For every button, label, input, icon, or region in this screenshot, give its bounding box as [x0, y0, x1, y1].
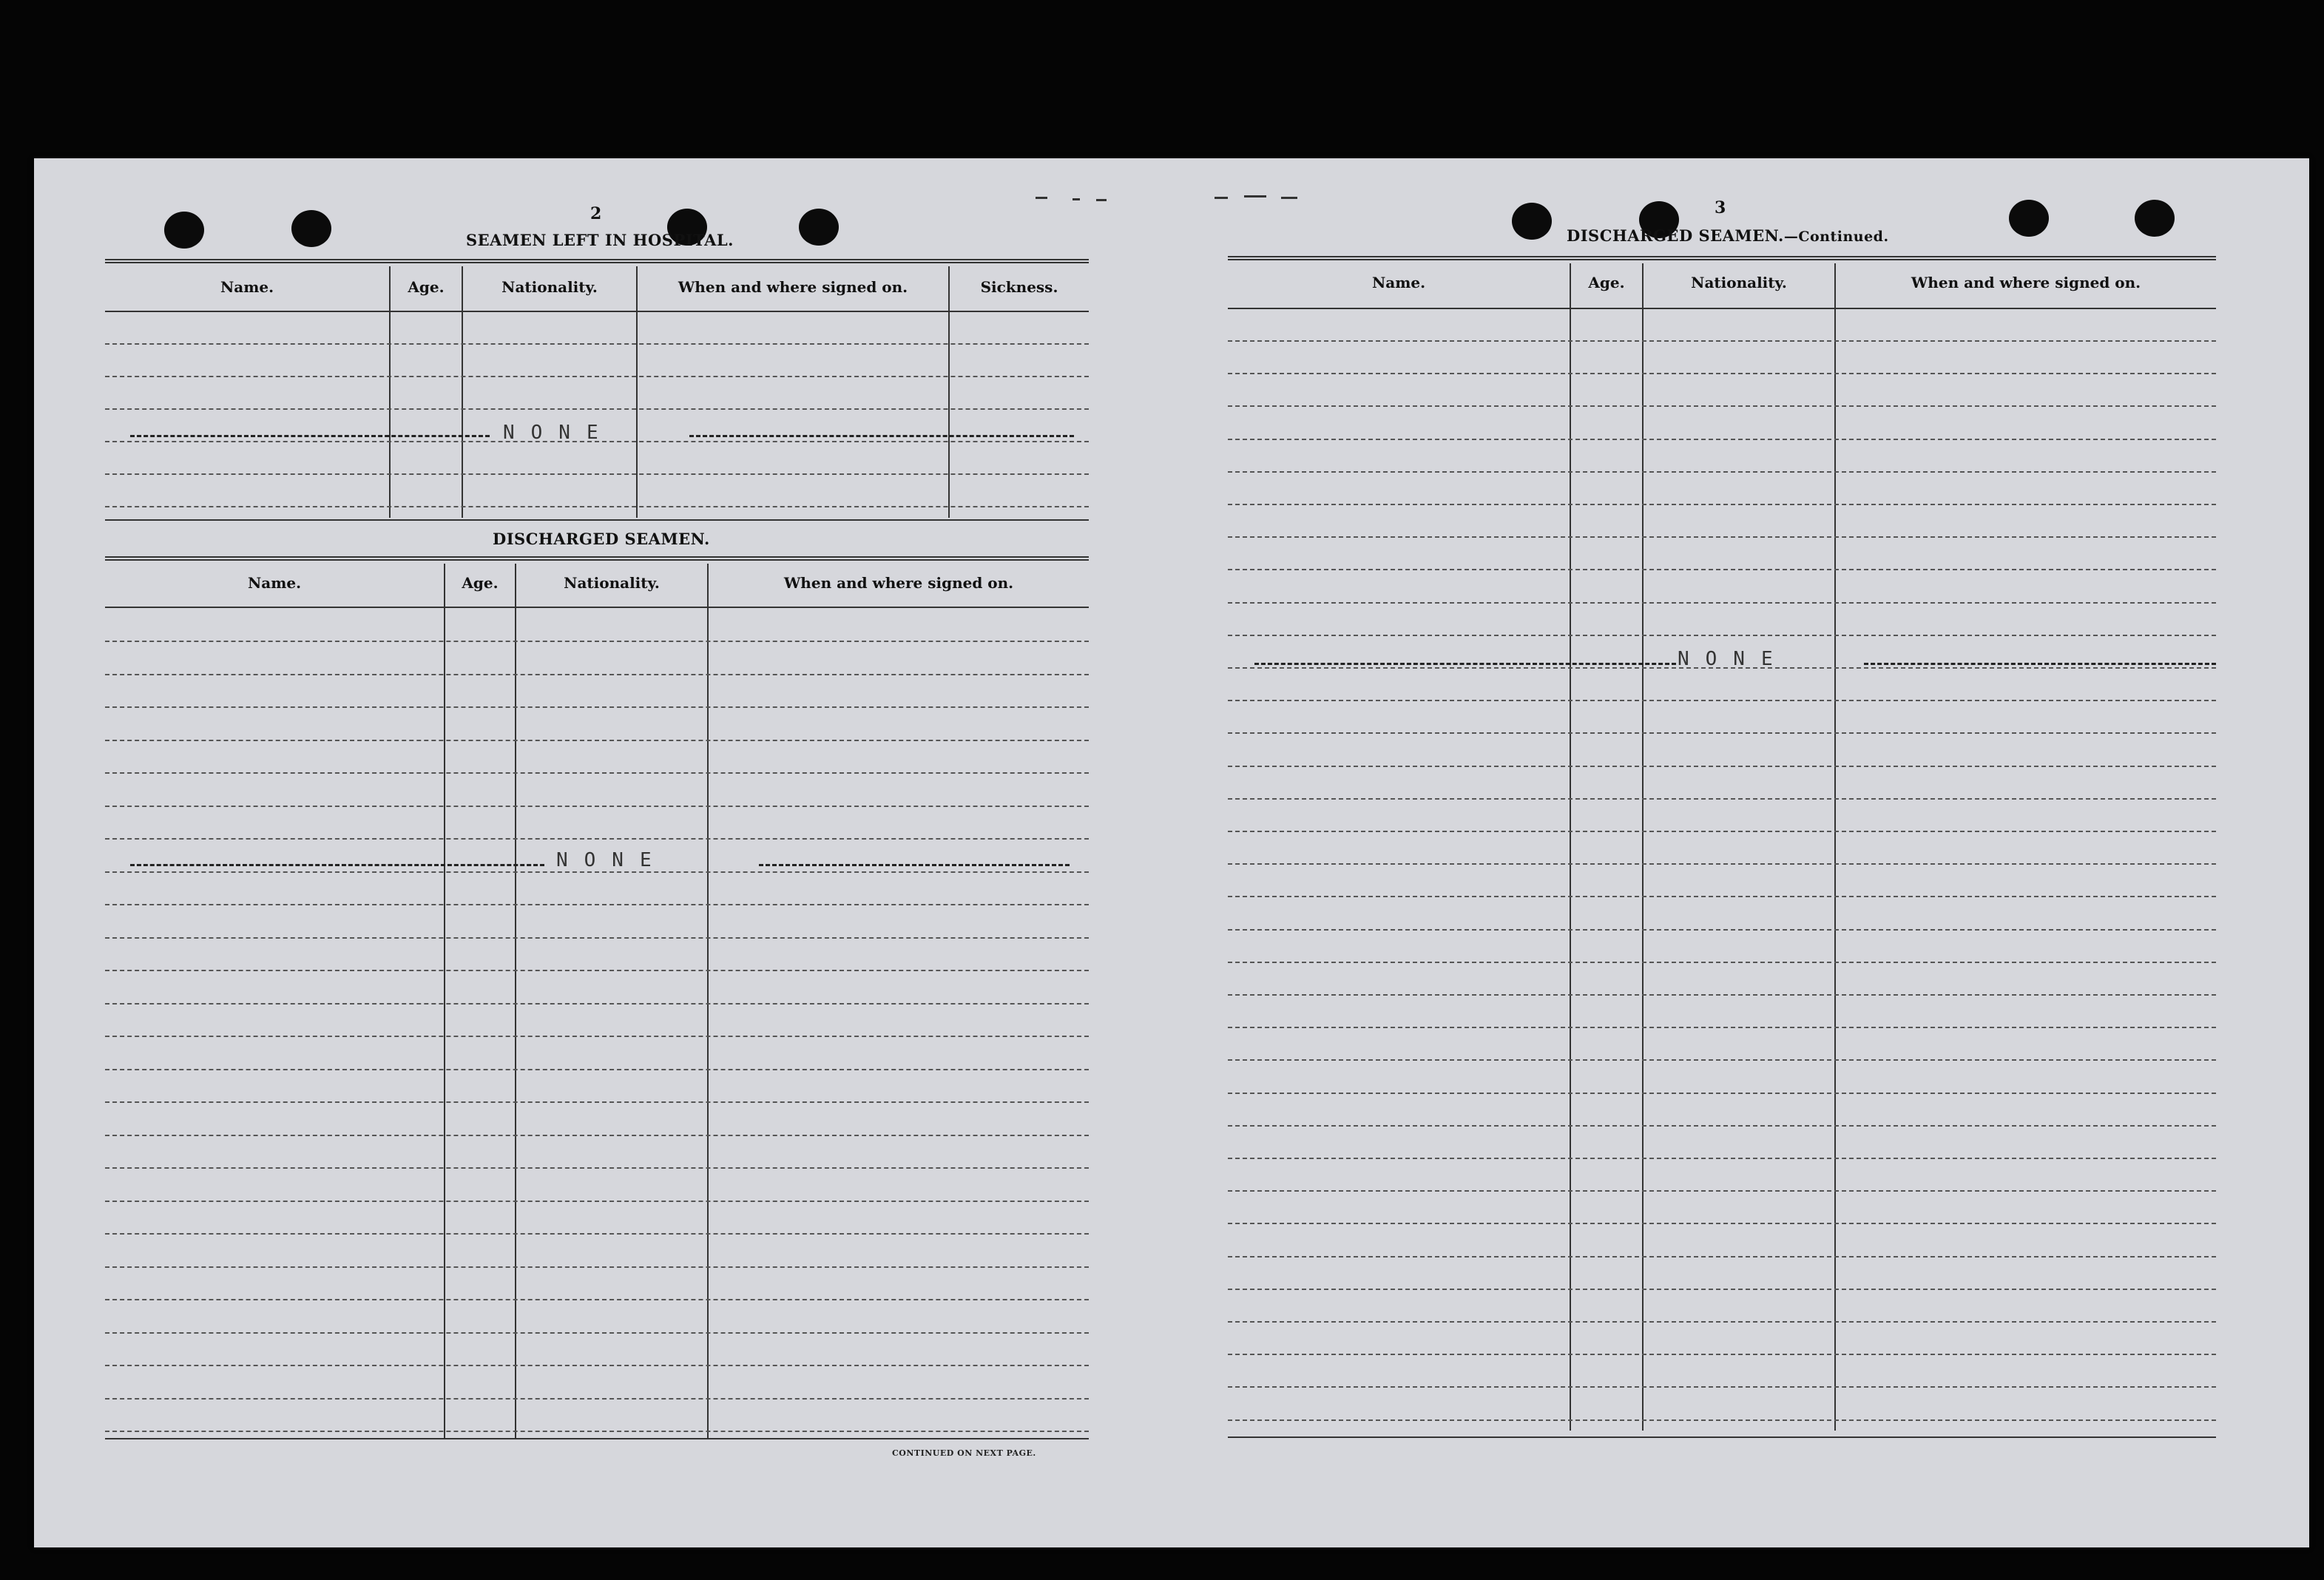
right-section-title-suffix: —Continued.: [1783, 229, 1889, 245]
column-header-name: Name.: [1371, 274, 1426, 291]
table-row: [105, 1431, 1089, 1432]
column-header-signed-on: When and where signed on.: [783, 574, 1014, 592]
column-divider: [462, 266, 463, 518]
table-top-rule: [105, 556, 1089, 561]
table-row: [105, 904, 1089, 905]
table-top-rule: [105, 259, 1089, 263]
column-header-age: Age.: [1588, 274, 1625, 291]
table-row: [105, 408, 1089, 410]
table-row: [1228, 831, 2216, 832]
column-header-age: Age.: [462, 574, 499, 592]
table-row: [1228, 340, 2216, 342]
table-row: [105, 1101, 1089, 1103]
page-number: 2: [590, 204, 602, 223]
discharged-section-title: DISCHARGED SEAMEN.: [493, 530, 710, 548]
table-row: [1228, 439, 2216, 440]
table-row: [105, 1003, 1089, 1005]
table-row: [105, 806, 1089, 807]
table-row: [1228, 929, 2216, 931]
punch-hole: [2009, 200, 2049, 237]
table-row: [1228, 1289, 2216, 1290]
typed-dash-line: [1864, 663, 2216, 665]
table-row: [105, 1365, 1089, 1366]
right-section-title: [1567, 226, 1889, 245]
table-row: [1228, 1256, 2216, 1257]
table-row: [105, 772, 1089, 774]
table-bottom-rule: [105, 1438, 1089, 1439]
ink-speck: [1215, 197, 1228, 199]
table-row: [105, 1233, 1089, 1235]
table-row: [1228, 569, 2216, 570]
column-header-nationality: Nationality.: [501, 278, 598, 296]
table-row: [105, 1069, 1089, 1070]
ink-speck: [1096, 199, 1107, 201]
column-divider: [948, 266, 950, 518]
ink-speck: [1036, 197, 1047, 199]
column-header-name: Name.: [220, 278, 274, 296]
table-row: [105, 1332, 1089, 1334]
table-row: [105, 970, 1089, 971]
column-header-sickness: Sickness.: [980, 278, 1058, 296]
column-header-nationality: Nationality.: [1691, 274, 1787, 291]
column-header-signed-on: When and where signed on.: [1911, 274, 2141, 291]
right-section-title-text: DISCHARGED SEAMEN.: [1567, 226, 1784, 245]
header-rule: [105, 311, 1089, 312]
column-header-nationality: Nationality.: [564, 574, 660, 592]
typed-dash-line: [1254, 663, 1676, 665]
header-rule: [105, 607, 1089, 608]
table-row: [105, 1167, 1089, 1169]
table-row: [1228, 635, 2216, 636]
column-divider: [389, 266, 391, 518]
table-row: [105, 1299, 1089, 1300]
table-row: [105, 343, 1089, 345]
column-header-age: Age.: [408, 278, 445, 296]
column-divider: [636, 266, 638, 518]
typed-dash-line: [130, 864, 544, 866]
table-row: [105, 1135, 1089, 1136]
table-row: [105, 740, 1089, 741]
ink-speck: [1073, 198, 1080, 200]
table-row: [1228, 1059, 2216, 1061]
none-entry: NONE: [556, 849, 668, 871]
table-row: [105, 506, 1089, 507]
table-row: [1228, 1419, 2216, 1421]
table-row: [1228, 1321, 2216, 1323]
header-rule: [1228, 308, 2216, 309]
column-divider: [515, 564, 516, 1438]
table-row: [1228, 504, 2216, 505]
table-row: [105, 473, 1089, 475]
table-row: [1228, 1125, 2216, 1127]
table-row: [1228, 1093, 2216, 1094]
table-row: [1228, 602, 2216, 604]
table-row: [1228, 863, 2216, 865]
column-header-name: Name.: [247, 574, 302, 592]
table-row: [105, 706, 1089, 708]
table-row: [105, 1266, 1089, 1268]
table-row: [105, 838, 1089, 840]
table-row: [105, 1201, 1089, 1202]
punch-hole: [291, 210, 331, 247]
table-row: [1228, 373, 2216, 374]
table-row: [1228, 1190, 2216, 1192]
document-sheet: [34, 158, 2309, 1547]
typed-dash-line: [759, 864, 1070, 866]
table-row: [1228, 405, 2216, 407]
punch-hole: [164, 212, 204, 249]
table-row: [105, 641, 1089, 642]
punch-hole: [2135, 200, 2175, 237]
ink-speck: [1281, 197, 1297, 199]
table-bottom-rule: [1228, 1436, 2216, 1438]
table-row: [1228, 1027, 2216, 1028]
table-row: [1228, 536, 2216, 538]
page-number: 3: [1715, 198, 1726, 217]
punch-hole: [799, 209, 839, 246]
none-entry: NONE: [503, 422, 615, 444]
typed-dash-line: [130, 435, 490, 437]
none-entry: NONE: [1678, 648, 1789, 670]
table-row: [1228, 896, 2216, 897]
typed-dash-line: [689, 435, 1074, 437]
section-rule: [105, 519, 1089, 521]
ink-speck: [1244, 195, 1266, 198]
column-divider: [707, 564, 709, 1438]
column-header-signed-on: When and where signed on.: [678, 278, 908, 296]
table-row: [1228, 1158, 2216, 1159]
table-row: [1228, 994, 2216, 996]
table-top-rule: [1228, 256, 2216, 260]
table-row: [105, 376, 1089, 377]
table-row: [1228, 1354, 2216, 1355]
table-row: [1228, 700, 2216, 701]
hospital-section-title: SEAMEN LEFT IN HOSPITAL.: [466, 231, 734, 249]
table-row: [1228, 1223, 2216, 1224]
table-row: [1228, 766, 2216, 767]
table-row: [105, 674, 1089, 675]
continued-footer: CONTINUED ON NEXT PAGE.: [892, 1448, 1036, 1458]
table-row: [1228, 798, 2216, 800]
table-row: [1228, 962, 2216, 963]
table-row: [1228, 732, 2216, 734]
punch-hole: [1512, 203, 1552, 240]
table-row: [1228, 471, 2216, 473]
table-row: [105, 1398, 1089, 1400]
column-divider: [444, 564, 445, 1438]
table-row: [1228, 1386, 2216, 1388]
table-row: [105, 937, 1089, 939]
table-row: [105, 1036, 1089, 1037]
